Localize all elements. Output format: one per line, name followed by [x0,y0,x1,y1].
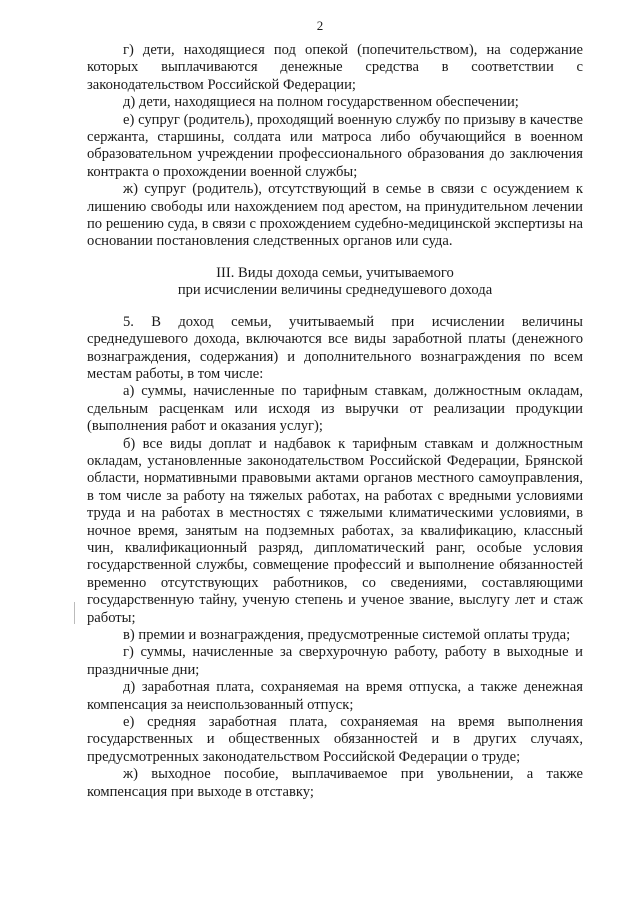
paragraph-item-g-overtime: г) суммы, начисленные за сверхурочную работу, работу в выходные и праздничные дни; [87,644,583,678]
section-heading [87,265,583,300]
paragraph-item-d-vacation-pay: д) заработная плата, сохраняемая на время отпуска, а также денежная компенсация за неиспользованный отпуск; [87,679,583,713]
paragraph-item-e-average-pay: е) средняя заработная плата, сохраняемая на время выполнения государственных и общественных обязанностей и в других случаях, предусмотренных законодательством Российской Федерации о труде; [87,714,583,765]
paragraph-item-d-state-support: д) дети, находящиеся на полном государственном обеспечении; [123,94,519,111]
paragraph-clause-5: 5. В доход семьи, учитываемый при исчислении величины среднедушевого дохода, включаются все виды заработной платы (денежного вознаграждения, содержания) и дополнительного вознаграждения по всем местам работы, в том числе: [87,313,583,382]
section-heading-line-1: III. Виды дохода семьи, учитываемого [216,264,454,281]
document-body [87,42,583,801]
paragraph-item-g-guardianship: г) дети, находящиеся под опекой (попечительством), на содержание которых выплачиваются денежные средства в соответствии с законодательством Российской Федерации; [87,42,583,93]
paragraph-item-zh-severance: ж) выходное пособие, выплачиваемое при увольнении, а также компенсация при выходе в отставку; [87,766,583,800]
section-heading-line-2: при исчислении величины среднедушевого дохода [177,282,493,299]
paragraph-item-a-tariff: а) суммы, начисленные по тарифным ставкам, должностным окладам, сдельным расценкам или исходя из выручки от реализации продукции (выполнения работ и оказания услуг); [87,383,583,435]
paragraph-item-b-allowances: б) все виды доплат и надбавок к тарифным ставкам и должностным окладам, установленные законодательством Российской Федерации, Брянской области, нормативными правовыми актами органов местного самоуправления, в том числе за работу на тяжелых работах, на работах с вредными условиями труда и на работах в местностях с тяжелыми климатическими условиями, в ночное время, занятым на подземных работах, за квалификацию, классный чин, квалификационный разряд, дипломатический ранг, особые условия государственной службы, совмещение профессий и выполнение обязанностей временно отсутствующих работников, со сведениями, составляющими государственную тайну, ученую степень и ученое звание, выслугу лет и стаж работы; [87,435,583,626]
paragraph-item-v-bonuses: в) премии и вознаграждения, предусмотренные системой оплаты труда; [123,627,571,643]
paragraph-item-e-military-service: е) супруг (родитель), проходящий военную службу по призыву в качестве сержанта, старшины, солдата или матроса либо обучающийся в военном образовательном учреждении профессионального образования до заключения контракта о прохождении военной службы; [87,111,583,180]
margin-mark [74,602,75,624]
paragraph-item-zh-absent-spouse: ж) супруг (родитель), отсутствующий в семье в связи с осуждением к лишению свободы или нахождением под арестом, на принудительном лечении по решению суда, в связи с прохождением судебно-медицинской экспертизы на основании постановления следственных органов или суда. [87,181,583,250]
page-number: 2 [316,18,324,33]
